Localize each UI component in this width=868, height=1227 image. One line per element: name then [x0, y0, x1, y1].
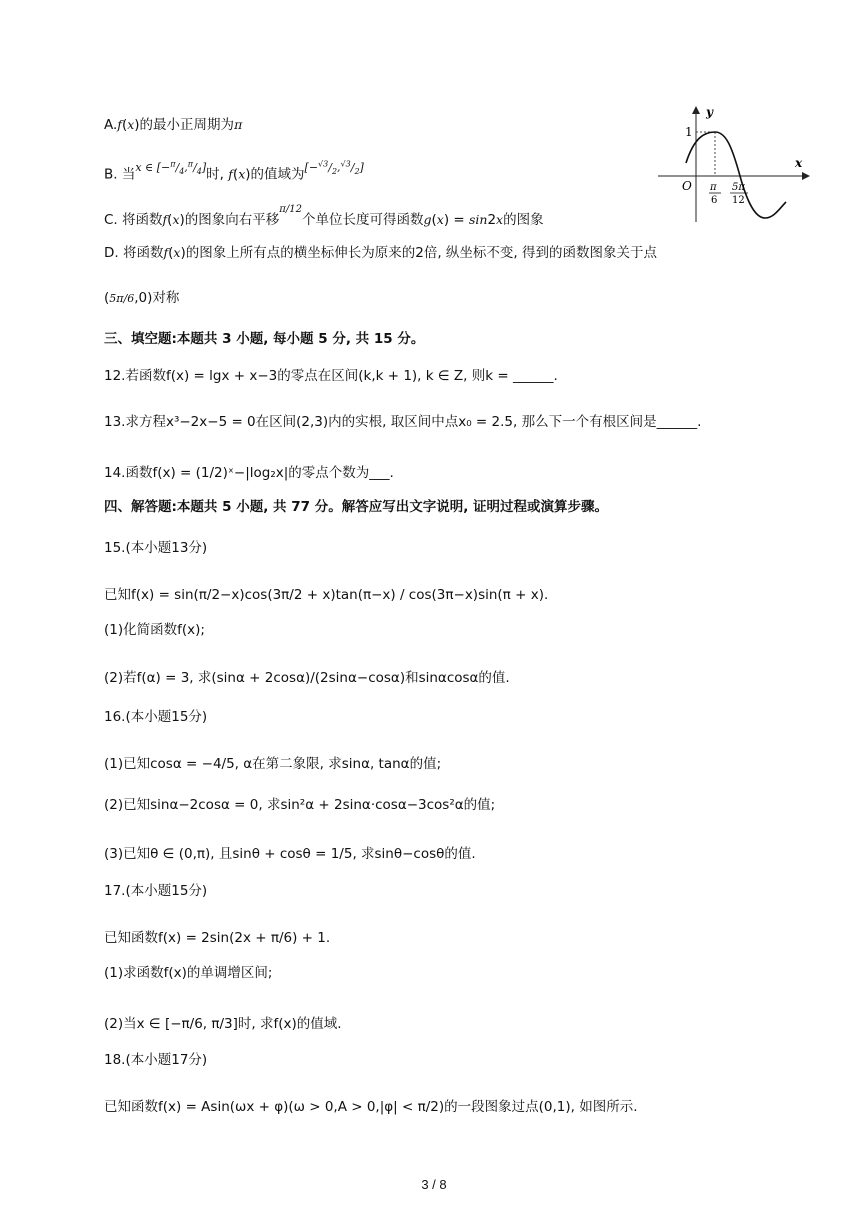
option-b: B. 当$^{x \in [-^\pi/_4,^\pi/_4]}$时, f(x)的值域为[−√3/2,√3/2] [104, 159, 364, 183]
q17-given: 已知函数f(x) = 2sin(2x + π/6) + 1. [104, 930, 331, 946]
q16-part3: (3)已知θ ∈ (0,π), 且sinθ + cosθ = 1/5, 求sinθ−cosθ的值. [104, 846, 476, 862]
q16-part1: (1)已知cosα = −4/5, α在第二象限, 求sinα, tanα的值; [104, 756, 442, 772]
y-axis-arrow [692, 106, 700, 114]
question-14: 14.函数f(x) = (1/2)ˣ−|log₂x|的零点个数为___. [104, 465, 394, 481]
svg-text:π: π [710, 182, 717, 193]
option-c: C. 将函数f(x)的图象向右平移$^{\pi/12}$个单位长度可得函数g(x) = sin2x的图象 [104, 204, 544, 228]
svg-text:5π: 5π [732, 182, 745, 193]
q16-title: 16.(本小题15分) [104, 709, 208, 725]
q18-title: 18.(本小题17分) [104, 1052, 208, 1068]
section4-heading: 四、解答题:本题共 5 小题, 共 77 分。解答应写出文字说明, 证明过程或演算步骤。 [104, 499, 609, 515]
question-12: 12.若函数f(x) = lgx + x−3的零点在区间(k,k + 1), k ∈ Z, 则k = ______. [104, 368, 558, 384]
option-a: A.f(x)的最小正周期为π [104, 117, 243, 133]
option-d-line1: D. 将函数f(x)的图象上所有点的横坐标伸长为原来的2倍, 纵坐标不变, 得到的函数图象关于点 [104, 245, 657, 261]
section3-heading: 三、填空题:本题共 3 小题, 每小题 5 分, 共 15 分。 [104, 331, 425, 347]
svg-text:12: 12 [732, 195, 745, 206]
origin-label: O [682, 179, 692, 193]
option-d-line2: (5π/6,0)对称 [104, 290, 180, 306]
q16-part2: (2)已知sinα−2cosα = 0, 求sin²α + 2sinα·cosα−3cos²α的值; [104, 797, 496, 813]
x-axis-arrow [802, 172, 810, 180]
page-number: 3 / 8 [421, 1177, 447, 1192]
q17-title: 17.(本小题15分) [104, 883, 208, 899]
peak-value-label: 1 [685, 125, 693, 139]
q17-part2: (2)当x ∈ [−π/6, π/3]时, 求f(x)的值域. [104, 1016, 342, 1032]
question-13: 13.求方程x³−2x−5 = 0在区间(2,3)内的实根, 取区间中点x₀ = 2.5, 那么下一个有根区间是______. [104, 414, 702, 430]
tick-label-pi-over-6 [709, 182, 721, 206]
x-axis-label: x [795, 156, 803, 170]
y-axis-label: y [706, 105, 713, 119]
q15-given: 已知f(x) = sin(π/2−x)cos(3π/2 + x)tan(π−x) / cos(3π−x)sin(π + x). [104, 587, 549, 603]
q15-part2: (2)若f(α) = 3, 求(sinα + 2cosα)/(2sinα−cosα)和sinαcosα的值. [104, 670, 510, 686]
q17-part1: (1)求函数f(x)的单调增区间; [104, 965, 273, 981]
q18-given: 已知函数f(x) = Asin(ωx + φ)(ω > 0,A > 0,|φ| < π/2)的一段图象过点(0,1), 如图所示. [104, 1099, 638, 1115]
q15-title: 15.(本小题13分) [104, 540, 208, 556]
sine-graph [652, 102, 812, 224]
q15-part1: (1)化简函数f(x); [104, 622, 205, 638]
svg-text:6: 6 [711, 195, 718, 206]
